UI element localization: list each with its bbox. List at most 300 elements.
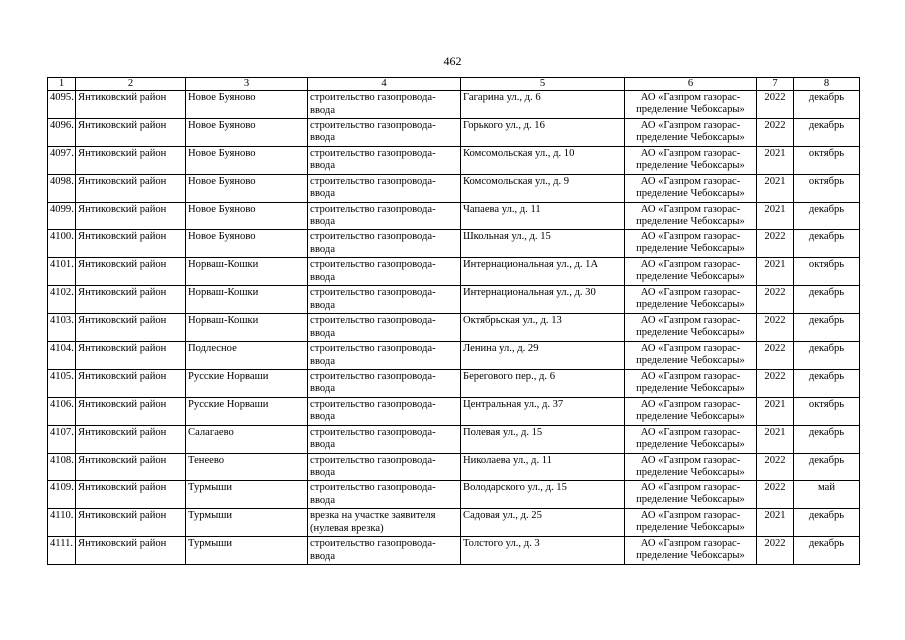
district-cell (76, 258, 186, 286)
row-number-cell (48, 146, 76, 174)
row-number-cell (48, 174, 76, 202)
month-cell (794, 481, 860, 509)
table-row (48, 537, 860, 565)
executor-cell-line: пределение Чебоксары» (636, 522, 745, 534)
settlement-cell (186, 397, 308, 425)
executor-cell-line: АО «Газпром газорас- (640, 203, 741, 215)
work-type-cell (308, 342, 461, 370)
district-cell-line: Янтиковский район (78, 231, 167, 243)
work-type-cell-line: ввода (310, 550, 336, 562)
column-number: 3 (186, 78, 308, 91)
work-type-cell-line: строительство газопровода- (310, 398, 436, 410)
month-cell (794, 425, 860, 453)
executor-cell (625, 174, 757, 202)
column-number: 8 (794, 78, 860, 91)
executor-cell-line: пределение Чебоксары» (636, 355, 745, 367)
district-cell-line: Янтиковский район (78, 510, 167, 522)
district-cell-line: Янтиковский район (78, 203, 167, 215)
table-row (48, 481, 860, 509)
executor-cell-line: АО «Газпром газорас- (640, 315, 741, 327)
executor-cell-line: пределение Чебоксары» (636, 327, 745, 339)
month-cell (794, 174, 860, 202)
column-number: 2 (76, 78, 186, 91)
work-type-cell-line: ввода (310, 299, 336, 311)
executor-cell (625, 286, 757, 314)
row-number-cell-line: 4105. (50, 370, 74, 382)
year-cell-line: 2021 (764, 426, 786, 438)
executor-cell-line: АО «Газпром газорас- (640, 175, 741, 187)
settlement-cell-line: Новое Буяново (188, 119, 256, 131)
executor-cell-line: АО «Газпром газорас- (640, 370, 741, 382)
table-row (48, 453, 860, 481)
district-cell-line: Янтиковский район (78, 454, 167, 466)
work-type-cell-line: строительство газопровода- (310, 119, 436, 131)
work-type-cell-line: строительство газопровода- (310, 147, 436, 159)
year-cell-line: 2022 (764, 370, 786, 382)
work-type-cell-line: ввода (310, 327, 336, 339)
row-number-cell (48, 286, 76, 314)
district-cell-line: Янтиковский район (78, 259, 167, 271)
row-number-cell-line: 4107. (50, 426, 74, 438)
work-type-cell-line: строительство газопровода- (310, 454, 436, 466)
settlement-cell (186, 118, 308, 146)
row-number-cell-line: 4106. (50, 398, 74, 410)
row-number-cell-line: 4104. (50, 343, 74, 355)
executor-cell-line: АО «Газпром газорас- (640, 398, 741, 410)
year-cell (757, 258, 794, 286)
address-cell-line: Интернациональная ул., д. 30 (463, 287, 596, 299)
year-cell (757, 369, 794, 397)
month-cell-line: декабрь (808, 370, 845, 382)
month-cell-line: май (817, 482, 835, 494)
work-type-cell-line: строительство газопровода- (310, 287, 436, 299)
district-cell (76, 202, 186, 230)
year-cell-line: 2022 (764, 231, 786, 243)
address-cell (461, 91, 625, 119)
address-cell (461, 509, 625, 537)
work-type-cell (308, 146, 461, 174)
executor-cell (625, 91, 757, 119)
settlement-cell-line: Турмыши (188, 482, 233, 494)
executor-cell (625, 453, 757, 481)
month-cell-line: декабрь (808, 454, 845, 466)
year-cell-line: 2022 (764, 343, 786, 355)
year-cell (757, 118, 794, 146)
address-cell-line: Толстого ул., д. 3 (463, 538, 540, 550)
settlement-cell (186, 509, 308, 537)
settlement-cell (186, 91, 308, 119)
year-cell (757, 397, 794, 425)
month-cell-line: октябрь (808, 175, 845, 187)
year-cell-line: 2021 (764, 147, 786, 159)
executor-cell-line: пределение Чебоксары» (636, 215, 745, 227)
executor-cell-line: АО «Газпром газорас- (640, 482, 741, 494)
work-type-cell-line: строительство газопровода- (310, 538, 436, 550)
address-cell (461, 425, 625, 453)
column-number: 1 (48, 78, 76, 91)
year-cell (757, 425, 794, 453)
work-type-cell-line: строительство газопровода- (310, 259, 436, 271)
month-cell (794, 397, 860, 425)
address-cell-line: Комсомольская ул., д. 10 (463, 147, 575, 159)
work-type-cell-line: ввода (310, 355, 336, 367)
work-type-cell-line: строительство газопровода- (310, 231, 436, 243)
district-cell (76, 146, 186, 174)
work-type-cell-line: строительство газопровода- (310, 315, 436, 327)
year-cell (757, 230, 794, 258)
address-cell-line: Николаева ул., д. 11 (463, 454, 552, 466)
row-number-cell (48, 342, 76, 370)
settlement-cell-line: Русские Норваши (188, 398, 269, 410)
address-cell-line: Гагарина ул., д. 6 (463, 92, 541, 103)
settlement-cell-line: Русские Норваши (188, 370, 269, 382)
row-number-cell-line: 4099. (50, 203, 74, 215)
year-cell (757, 537, 794, 565)
executor-cell-line: пределение Чебоксары» (636, 438, 745, 450)
work-type-cell-line: ввода (310, 494, 336, 506)
address-cell-line: Октябрьская ул., д. 13 (463, 315, 562, 327)
month-cell-line: декабрь (808, 287, 845, 299)
column-number: 7 (757, 78, 794, 91)
address-cell (461, 118, 625, 146)
month-cell (794, 202, 860, 230)
work-type-cell (308, 509, 461, 537)
settlement-cell (186, 453, 308, 481)
executor-cell (625, 397, 757, 425)
table-row (48, 342, 860, 370)
district-cell-line: Янтиковский район (78, 538, 167, 550)
year-cell-line: 2022 (764, 92, 786, 103)
settlement-cell-line: Новое Буяново (188, 92, 256, 103)
address-cell (461, 258, 625, 286)
address-cell (461, 481, 625, 509)
table-row (48, 91, 860, 119)
address-cell-line: Ленина ул., д. 29 (463, 343, 539, 355)
row-number-cell-line: 4095. (50, 92, 74, 103)
month-cell (794, 537, 860, 565)
address-cell (461, 230, 625, 258)
executor-cell (625, 342, 757, 370)
address-cell (461, 174, 625, 202)
work-type-cell (308, 425, 461, 453)
month-cell (794, 146, 860, 174)
executor-cell (625, 509, 757, 537)
address-cell (461, 146, 625, 174)
address-cell-line: Школьная ул., д. 15 (463, 231, 551, 243)
address-cell-line: Интернациональная ул., д. 1А (463, 259, 599, 271)
district-cell (76, 91, 186, 119)
work-type-cell-line: ввода (310, 271, 336, 283)
settlement-cell (186, 146, 308, 174)
work-type-cell-line: строительство газопровода- (310, 343, 436, 355)
settlement-cell (186, 174, 308, 202)
executor-cell-line: пределение Чебоксары» (636, 187, 745, 199)
month-cell-line: декабрь (808, 203, 845, 215)
month-cell (794, 314, 860, 342)
settlement-cell-line: Турмыши (188, 538, 233, 550)
settlement-cell (186, 202, 308, 230)
district-cell (76, 537, 186, 565)
district-cell-line: Янтиковский район (78, 398, 167, 410)
month-cell-line: октябрь (808, 398, 845, 410)
district-cell-line: Янтиковский район (78, 287, 167, 299)
table-row (48, 314, 860, 342)
executor-cell-line: АО «Газпром газорас- (640, 231, 741, 243)
row-number-cell (48, 481, 76, 509)
month-cell (794, 258, 860, 286)
executor-cell (625, 425, 757, 453)
settlement-cell (186, 425, 308, 453)
district-cell-line: Янтиковский район (78, 315, 167, 327)
address-cell-line: Садовая ул., д. 25 (463, 510, 542, 522)
settlement-cell (186, 258, 308, 286)
year-cell-line: 2021 (764, 259, 786, 271)
address-cell-line: Берегового пер., д. 6 (463, 370, 556, 382)
row-number-cell-line: 4111. (50, 538, 74, 550)
address-cell-line: Горького ул., д. 16 (463, 119, 545, 131)
row-number-cell-line: 4098. (50, 175, 74, 187)
work-type-cell-line: строительство газопровода- (310, 426, 436, 438)
table-row (48, 202, 860, 230)
executor-cell-line: АО «Газпром газорас- (640, 92, 741, 103)
year-cell-line: 2022 (764, 287, 786, 299)
work-type-cell (308, 258, 461, 286)
work-type-cell (308, 537, 461, 565)
district-cell (76, 342, 186, 370)
row-number-cell (48, 202, 76, 230)
settlement-cell (186, 286, 308, 314)
table-row (48, 174, 860, 202)
district-cell (76, 481, 186, 509)
row-number-cell (48, 230, 76, 258)
settlement-cell-line: Салагаево (188, 426, 234, 438)
executor-cell-line: пределение Чебоксары» (636, 243, 745, 255)
month-cell-line: декабрь (808, 426, 845, 438)
address-cell (461, 286, 625, 314)
settlement-cell-line: Норваш-Кошки (188, 259, 259, 271)
year-cell (757, 146, 794, 174)
settlement-cell-line: Новое Буяново (188, 203, 256, 215)
year-cell-line: 2021 (764, 510, 786, 522)
month-cell (794, 91, 860, 119)
work-type-cell-line: строительство газопровода- (310, 203, 436, 215)
executor-cell-line: пределение Чебоксары» (636, 104, 745, 115)
row-number-cell-line: 4110. (50, 510, 74, 522)
column-number: 5 (461, 78, 625, 91)
year-cell (757, 91, 794, 119)
month-cell-line: декабрь (808, 343, 845, 355)
settlement-cell (186, 230, 308, 258)
executor-cell-line: пределение Чебоксары» (636, 494, 745, 506)
district-cell (76, 453, 186, 481)
executor-cell-line: пределение Чебоксары» (636, 466, 745, 478)
row-number-cell (48, 397, 76, 425)
executor-cell-line: АО «Газпром газорас- (640, 454, 741, 466)
address-cell (461, 397, 625, 425)
column-number: 4 (308, 78, 461, 91)
executor-cell-line: АО «Газпром газорас- (640, 287, 741, 299)
work-type-cell-line: ввода (310, 467, 336, 479)
month-cell (794, 230, 860, 258)
row-number-cell-line: 4101. (50, 259, 74, 271)
executor-cell-line: АО «Газпром газорас- (640, 426, 741, 438)
row-number-cell (48, 258, 76, 286)
district-cell-line: Янтиковский район (78, 370, 167, 382)
work-type-cell-line: строительство газопровода- (310, 92, 436, 103)
month-cell (794, 369, 860, 397)
table-body (48, 91, 860, 565)
settlement-cell-line: Новое Буяново (188, 231, 256, 243)
work-type-cell (308, 481, 461, 509)
month-cell (794, 118, 860, 146)
year-cell-line: 2021 (764, 398, 786, 410)
executor-cell (625, 369, 757, 397)
row-number-cell (48, 314, 76, 342)
district-cell (76, 230, 186, 258)
row-number-cell-line: 4108. (50, 454, 74, 466)
executor-cell-line: АО «Газпром газорас- (640, 510, 741, 522)
table-row (48, 369, 860, 397)
row-number-cell (48, 509, 76, 537)
column-number: 6 (625, 78, 757, 91)
row-number-cell-line: 4097. (50, 147, 74, 159)
work-type-cell-line: ввода (310, 411, 336, 423)
work-type-cell-line: ввода (310, 216, 336, 228)
work-type-cell-line: ввода (310, 160, 336, 172)
executor-cell-line: пределение Чебоксары» (636, 131, 745, 143)
address-cell (461, 314, 625, 342)
row-number-cell (48, 91, 76, 119)
district-cell (76, 118, 186, 146)
year-cell-line: 2022 (764, 119, 786, 131)
address-cell (461, 537, 625, 565)
work-type-cell-line: ввода (310, 439, 336, 451)
month-cell-line: декабрь (808, 538, 845, 550)
table-row (48, 230, 860, 258)
month-cell-line: декабрь (808, 119, 845, 131)
year-cell (757, 481, 794, 509)
row-number-cell-line: 4103. (50, 315, 74, 327)
executor-cell (625, 314, 757, 342)
work-type-cell (308, 174, 461, 202)
executor-cell (625, 202, 757, 230)
year-cell (757, 509, 794, 537)
address-cell-line: Центральная ул., д. 37 (463, 398, 564, 410)
settlement-cell-line: Норваш-Кошки (188, 315, 259, 327)
month-cell-line: декабрь (808, 510, 845, 522)
settlement-cell-line: Норваш-Кошки (188, 287, 259, 299)
month-cell-line: октябрь (808, 259, 845, 271)
district-cell (76, 369, 186, 397)
settlement-cell-line: Новое Буяново (188, 175, 256, 187)
work-type-cell-line: строительство газопровода- (310, 482, 436, 494)
executor-cell-line: АО «Газпром газорас- (640, 343, 741, 355)
executor-cell-line: пределение Чебоксары» (636, 271, 745, 283)
month-cell (794, 342, 860, 370)
settlement-cell (186, 481, 308, 509)
work-type-cell (308, 397, 461, 425)
work-type-cell-line: (нулевая врезка) (310, 522, 384, 534)
work-type-cell-line: строительство газопровода- (310, 175, 436, 187)
row-number-cell-line: 4096. (50, 119, 74, 131)
month-cell-line: декабрь (808, 315, 845, 327)
district-cell (76, 314, 186, 342)
work-type-cell (308, 286, 461, 314)
executor-cell-line: пределение Чебоксары» (636, 159, 745, 171)
executor-cell (625, 258, 757, 286)
district-cell-line: Янтиковский район (78, 175, 167, 187)
address-cell (461, 369, 625, 397)
table-row (48, 146, 860, 174)
district-cell (76, 397, 186, 425)
work-type-cell (308, 230, 461, 258)
year-cell (757, 174, 794, 202)
district-cell (76, 425, 186, 453)
table-row (48, 509, 860, 537)
month-cell-line: декабрь (808, 92, 845, 103)
work-type-cell-line: ввода (310, 104, 336, 116)
year-cell (757, 342, 794, 370)
row-number-cell (48, 453, 76, 481)
work-type-cell (308, 453, 461, 481)
district-cell-line: Янтиковский район (78, 426, 167, 438)
district-cell-line: Янтиковский район (78, 92, 167, 103)
work-type-cell (308, 91, 461, 119)
month-cell-line: декабрь (808, 231, 845, 243)
settlement-cell-line: Подлесное (188, 343, 237, 355)
table-row (48, 425, 860, 453)
work-type-cell-line: строительство газопровода- (310, 370, 436, 382)
gasification-table (47, 77, 860, 565)
work-type-cell-line: врезка на участке заявителя (310, 510, 436, 522)
row-number-cell (48, 369, 76, 397)
address-cell-line: Полевая ул., д. 15 (463, 426, 543, 438)
address-cell-line: Комсомольская ул., д. 9 (463, 175, 570, 187)
work-type-cell (308, 202, 461, 230)
settlement-cell (186, 314, 308, 342)
year-cell-line: 2021 (764, 203, 786, 215)
settlement-cell-line: Тенеево (188, 454, 225, 466)
year-cell-line: 2022 (764, 315, 786, 327)
executor-cell-line: пределение Чебоксары» (636, 410, 745, 422)
district-cell (76, 509, 186, 537)
address-cell (461, 453, 625, 481)
table-row (48, 118, 860, 146)
row-number-cell-line: 4100. (50, 231, 74, 243)
district-cell-line: Янтиковский район (78, 147, 167, 159)
executor-cell (625, 481, 757, 509)
district-cell-line: Янтиковский район (78, 119, 167, 131)
settlement-cell (186, 369, 308, 397)
executor-cell-line: пределение Чебоксары» (636, 382, 745, 394)
executor-cell (625, 118, 757, 146)
settlement-cell (186, 537, 308, 565)
work-type-cell-line: ввода (310, 383, 336, 395)
executor-cell (625, 146, 757, 174)
month-cell (794, 286, 860, 314)
executor-cell-line: АО «Газпром газорас- (640, 147, 741, 159)
executor-cell-line: АО «Газпром газорас- (640, 119, 741, 131)
executor-cell-line: пределение Чебоксары» (636, 299, 745, 311)
year-cell-line: 2022 (764, 454, 786, 466)
district-cell (76, 174, 186, 202)
row-number-cell-line: 4109. (50, 482, 74, 494)
work-type-cell (308, 369, 461, 397)
year-cell (757, 314, 794, 342)
year-cell-line: 2022 (764, 538, 786, 550)
year-cell (757, 286, 794, 314)
table-row (48, 286, 860, 314)
